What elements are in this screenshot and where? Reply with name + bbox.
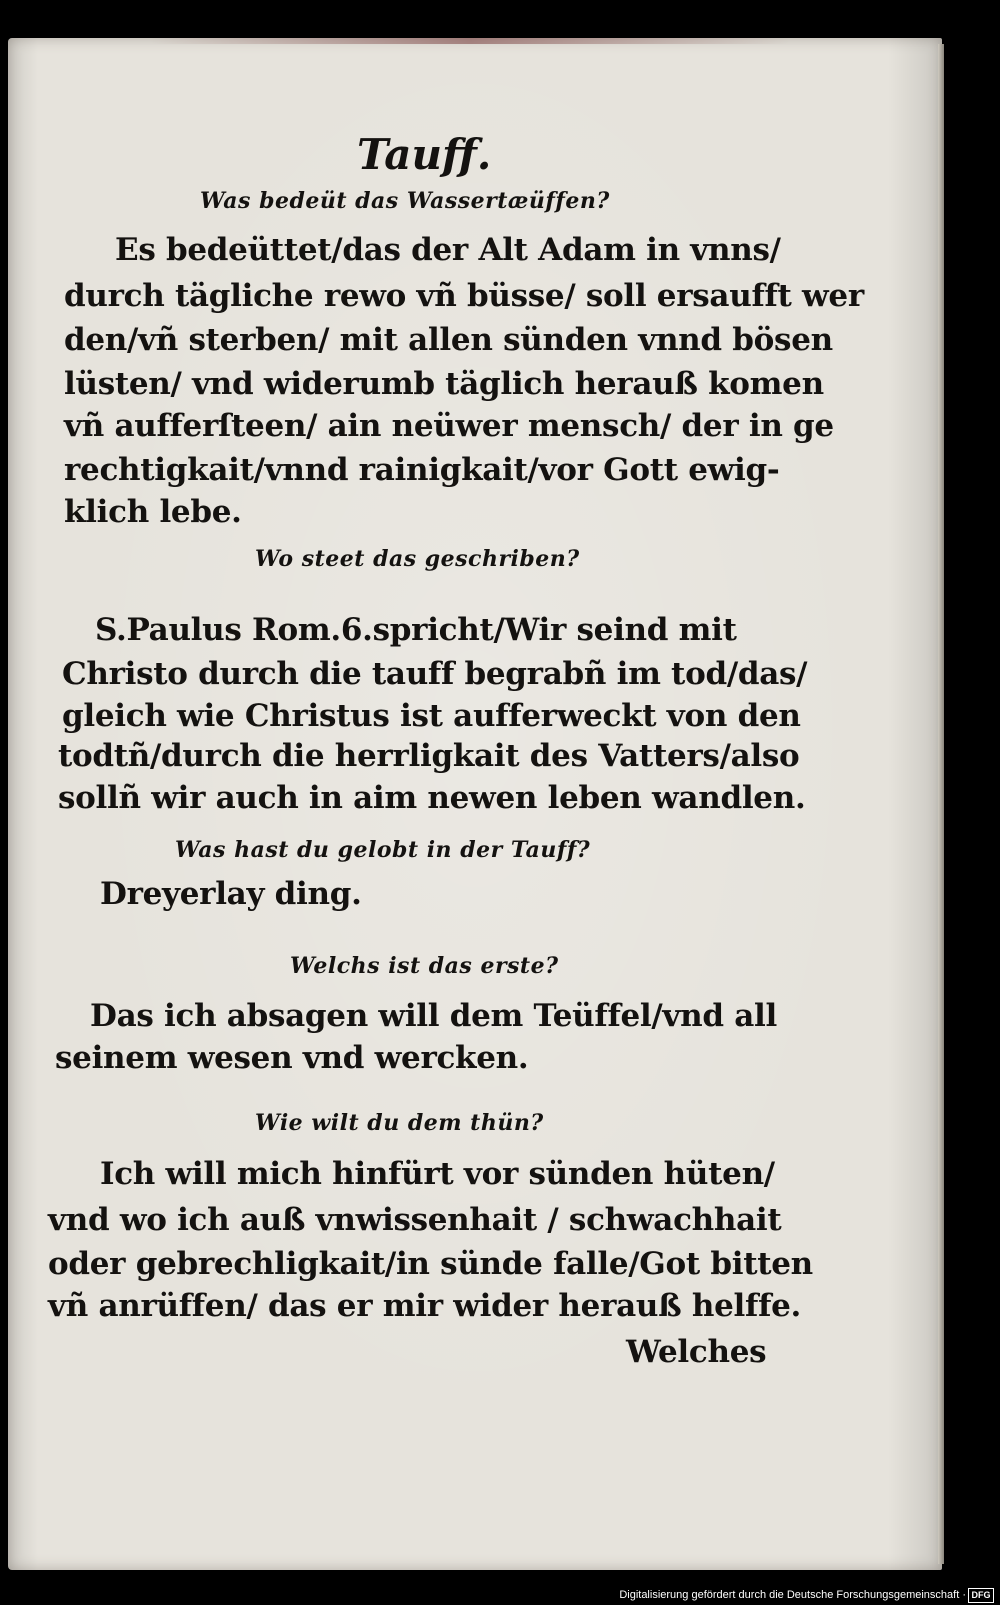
question-4: Welchs ist das erste? (290, 953, 559, 979)
answer-1-line-2: durch tägliche rewo vñ büsse/ soll ersaufft wer (64, 278, 864, 314)
page-title: Tauff. (357, 130, 492, 179)
answer-1-line-3: den/vñ sterben/ mit allen sünden vnnd bösen (64, 322, 833, 358)
answer-1-line-7: klich lebe. (64, 494, 242, 530)
question-5: Wie wilt du dem thün? (255, 1110, 544, 1136)
question-3: Was hast du gelobt in der Tauff? (175, 837, 591, 863)
answer-5-line-3: oder gebrechligkait/in sünde falle/Got bitten (48, 1246, 813, 1282)
answer-2-line-5: sollñ wir auch in aim newen leben wandlen. (58, 780, 806, 816)
answer-2-line-2: Christo durch die tauff begrabñ im tod/das/ (62, 656, 808, 692)
answer-2-line-3: gleich wie Christus ist aufferweckt von den (62, 698, 801, 734)
answer-1-line-6: rechtigkait/vnnd rainigkait/vor Gott ewig- (64, 452, 780, 488)
answer-1-line-5: vñ aufferſteen/ ain neüwer mensch/ der in ge (64, 408, 834, 444)
answer-4-line-2: seinem wesen vnd wercken. (55, 1040, 529, 1076)
funding-credit: Digitalisierung gefördert durch die Deutsche Forschungsgemeinschaft · (619, 1589, 966, 1601)
answer-2-line-4: todtñ/durch die herrligkait des Vatters/also (58, 738, 800, 774)
answer-1-line-4: lüsten/ vnd widerumb täglich herauß komen (64, 366, 824, 402)
question-1: Was bedeüt das Wassertæüffen? (200, 188, 610, 214)
answer-3-line-1: Dreyerlay ding. (100, 876, 362, 912)
answer-4-line-1: Das ich absagen will dem Teüffel/vnd all (90, 998, 777, 1034)
answer-1-line-1: Es bedeüttet/das der Alt Adam in vnns/ (115, 232, 781, 268)
answer-2-line-1: S.Paulus Rom.6.spricht/Wir seind mit (95, 612, 737, 648)
answer-5-line-1: Ich will mich hinfürt vor sünden hüten/ (100, 1156, 775, 1192)
answer-5-line-4: vñ anrüffen/ das er mir wider herauß helffe. (48, 1288, 802, 1324)
dfg-logo: DFG (968, 1588, 994, 1603)
catchword: Welches (626, 1334, 767, 1370)
page-edge (938, 44, 944, 1564)
page-stain (150, 38, 790, 44)
question-2: Wo steet das geschriben? (255, 546, 580, 572)
answer-5-line-2: vnd wo ich auß vnwissenhait / schwachhait (48, 1202, 782, 1238)
